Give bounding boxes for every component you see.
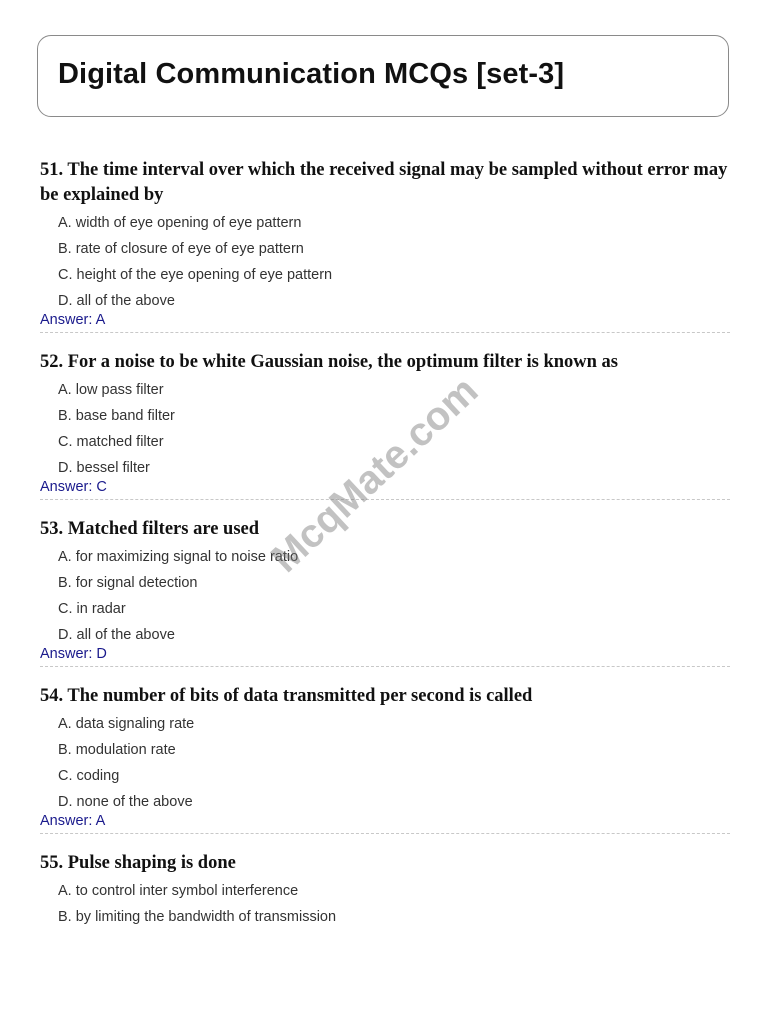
answer-label: Answer: D [40,646,107,662]
option-b: B. for signal detection [58,575,198,591]
question-list [40,158,730,930]
option-d: D. all of the above [58,293,175,309]
answer-label: Answer: C [40,479,107,495]
option-a: A. for maximizing signal to noise ratio [58,549,299,565]
option-b: B. modulation rate [58,742,176,758]
option-a: A. low pass filter [58,382,164,398]
divider [40,833,730,834]
question-53 [40,517,730,667]
options-list [40,210,730,314]
question-text: 54. The number of bits of data transmitted per second is called [40,686,533,706]
option-c: C. coding [58,768,120,784]
divider [40,499,730,500]
options-list [40,377,730,481]
options-list [40,711,730,815]
option-c: C. height of the eye opening of eye pattern [58,267,333,283]
option-a: A. data signaling rate [58,716,195,732]
question-54 [40,684,730,834]
question-55 [40,851,730,930]
title-box [37,35,729,117]
question-52 [40,350,730,500]
options-list [40,544,730,648]
question-text: 51. The time interval over which the received signal may be sampled without error may be explained by [40,160,728,205]
question-51 [40,158,730,333]
option-c: C. in radar [58,601,126,617]
option-d: D. bessel filter [58,460,150,476]
option-c: C. matched filter [58,434,164,450]
option-a: A. width of eye opening of eye pattern [58,215,302,231]
option-b: B. rate of closure of eye of eye pattern [58,241,304,257]
divider [40,332,730,333]
options-list [40,878,730,930]
question-text: 55. Pulse shaping is done [40,853,236,873]
option-b: B. base band filter [58,408,175,424]
question-text: 52. For a noise to be white Gaussian noise, the optimum filter is known as [40,352,618,372]
answer-label: Answer: A [40,813,106,829]
option-d: D. none of the above [58,794,193,810]
option-d: D. all of the above [58,627,175,643]
watermark: McqMate.com [262,368,487,581]
divider [40,666,730,667]
answer-label: Answer: A [40,312,106,328]
question-text: 53. Matched filters are used [40,519,260,539]
option-a: A. to control inter symbol interference [58,883,299,899]
page-title: Digital Communication MCQs [set-3] [58,58,565,90]
option-b: B. by limiting the bandwidth of transmission [58,909,337,925]
